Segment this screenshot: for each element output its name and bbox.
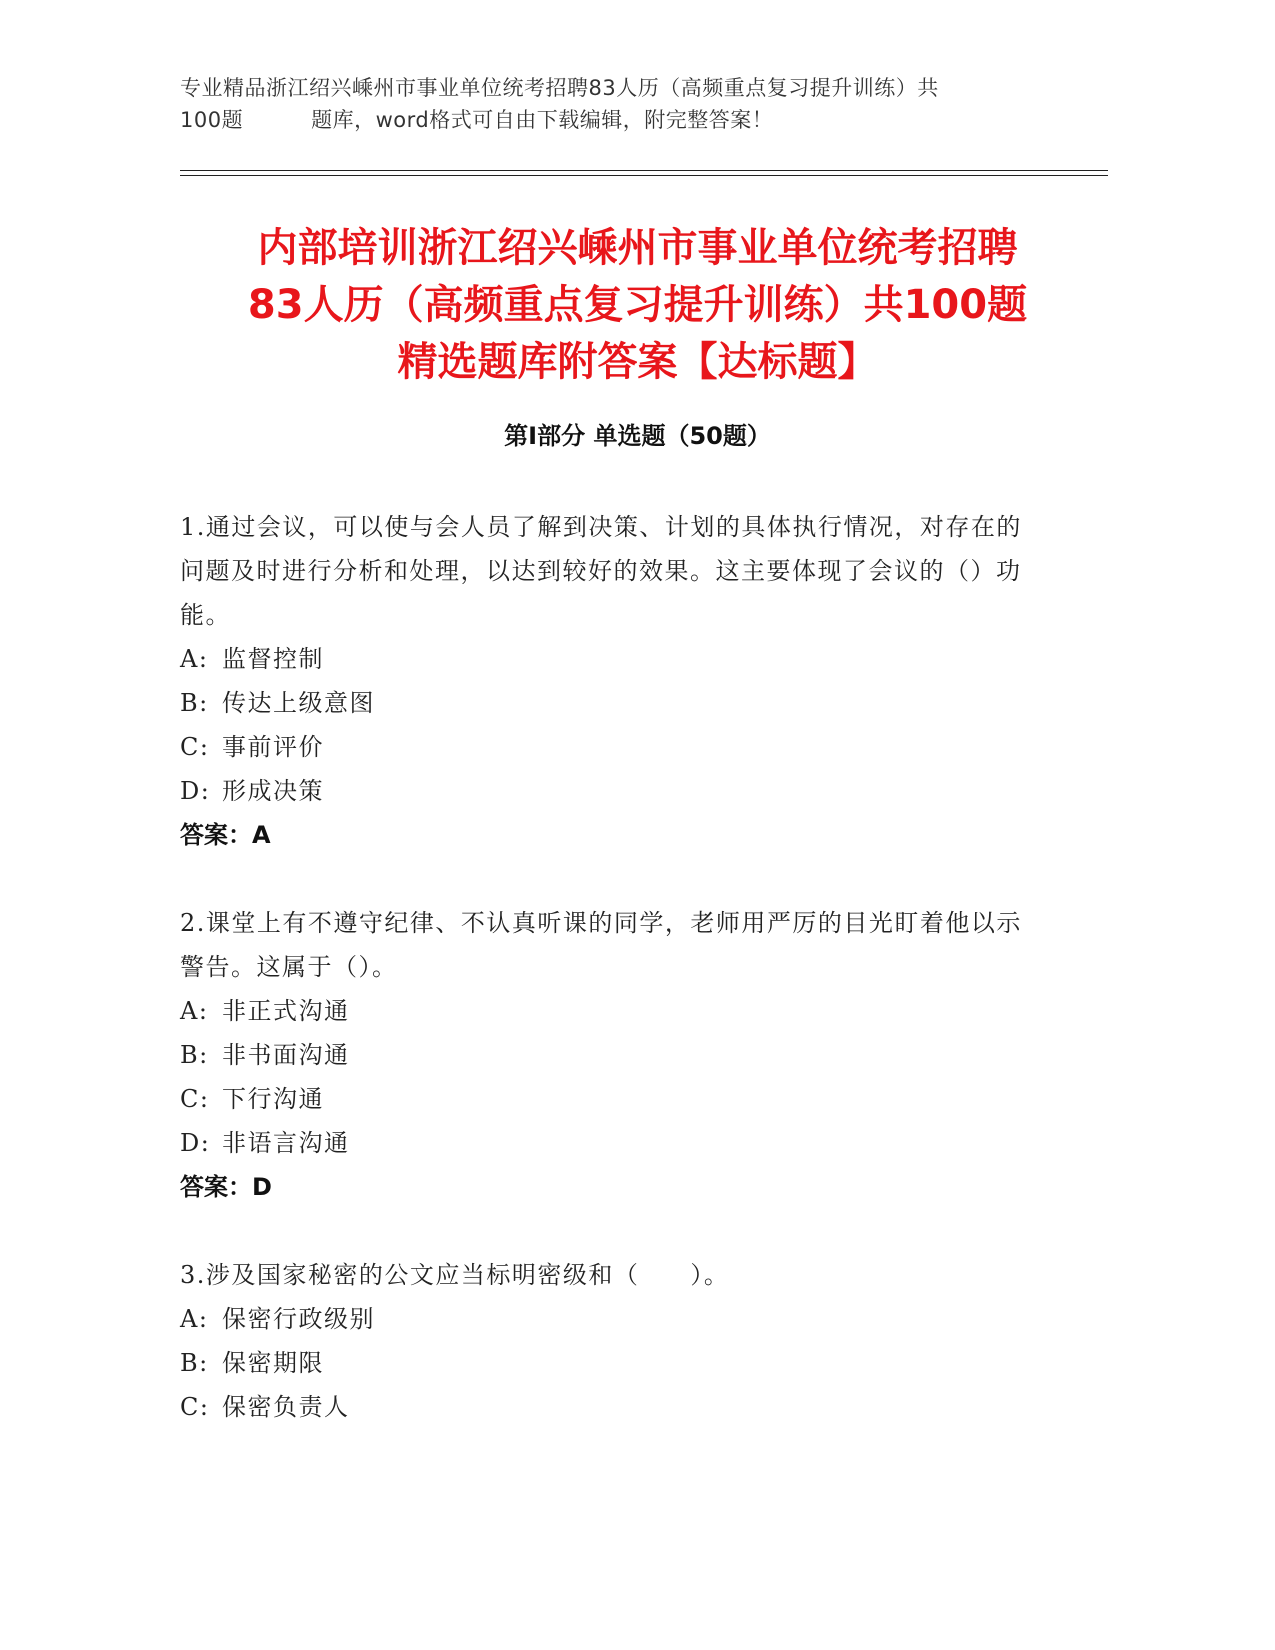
option-key: D: — [180, 1129, 211, 1157]
header-note — [180, 72, 1060, 136]
option-a — [180, 1297, 1040, 1341]
option-text: 非正式沟通 — [222, 997, 350, 1025]
option-b — [180, 1341, 1040, 1385]
option-d — [180, 769, 1040, 813]
question-3 — [180, 1253, 1040, 1429]
title-line-1: 内部培训浙江绍兴嵊州市事业单位统考招聘 — [257, 225, 1018, 271]
option-key: B: — [180, 689, 209, 717]
option-text: 非语言沟通 — [222, 1129, 350, 1157]
option-key: A: — [180, 997, 209, 1025]
option-key: B: — [180, 1349, 209, 1377]
question-list — [180, 505, 1040, 1473]
question-stem: 1.通过会议，可以使与会人员了解到决策、计划的具体执行情况，对存在的问题及时进行分析和处理，以达到较好的效果。这主要体现了会议的（）功能。 — [180, 513, 1022, 629]
title-line-3: 精选题库附答案【达标题】 — [397, 339, 878, 385]
option-key: B: — [180, 1041, 209, 1069]
question-2 — [180, 901, 1040, 1209]
header-note-line2 — [180, 104, 1060, 136]
option-text: 监督控制 — [222, 645, 324, 673]
option-text: 下行沟通 — [222, 1085, 324, 1113]
option-text: 保密负责人 — [222, 1393, 350, 1421]
option-key: A: — [180, 645, 209, 673]
question-1 — [180, 505, 1040, 857]
header-note-count: 100题 — [180, 108, 244, 132]
question-stem: 2.课堂上有不遵守纪律、不认真听课的同学，老师用严厉的目光盯着他以示警告。这属于（）。 — [180, 909, 1022, 981]
section-heading: 第Ⅰ部分 单选题（50题） — [504, 422, 771, 450]
header-divider-thin — [180, 175, 1108, 176]
option-c — [180, 1077, 1040, 1121]
document-title — [150, 220, 1125, 391]
header-divider-thick — [180, 170, 1108, 171]
option-a — [180, 637, 1040, 681]
option-b — [180, 1033, 1040, 1077]
option-key: C: — [180, 1393, 210, 1421]
option-text: 保密期限 — [222, 1349, 324, 1377]
answer-line: 答案：A — [180, 821, 271, 849]
option-key: C: — [180, 733, 210, 761]
option-a — [180, 989, 1040, 1033]
question-stem: 3.涉及国家秘密的公文应当标明密级和（ ）。 — [180, 1261, 730, 1289]
header-note-line1: 专业精品浙江绍兴嵊州市事业单位统考招聘83人历（高频重点复习提升训练）共 — [180, 76, 939, 100]
option-text: 保密行政级别 — [222, 1305, 375, 1333]
title-line-2: 83人历（高频重点复习提升训练）共100题 — [247, 282, 1028, 328]
option-text: 传达上级意图 — [222, 689, 375, 717]
option-text: 形成决策 — [222, 777, 324, 805]
option-text: 非书面沟通 — [222, 1041, 350, 1069]
header-note-format: 题库，word格式可自由下载编辑，附完整答案！ — [311, 108, 774, 132]
option-key: D: — [180, 777, 211, 805]
option-text: 事前评价 — [222, 733, 324, 761]
option-b — [180, 681, 1040, 725]
answer-line: 答案：D — [180, 1173, 272, 1201]
option-key: C: — [180, 1085, 210, 1113]
option-key: A: — [180, 1305, 209, 1333]
option-c — [180, 725, 1040, 769]
option-c — [180, 1385, 1040, 1429]
option-d — [180, 1121, 1040, 1165]
